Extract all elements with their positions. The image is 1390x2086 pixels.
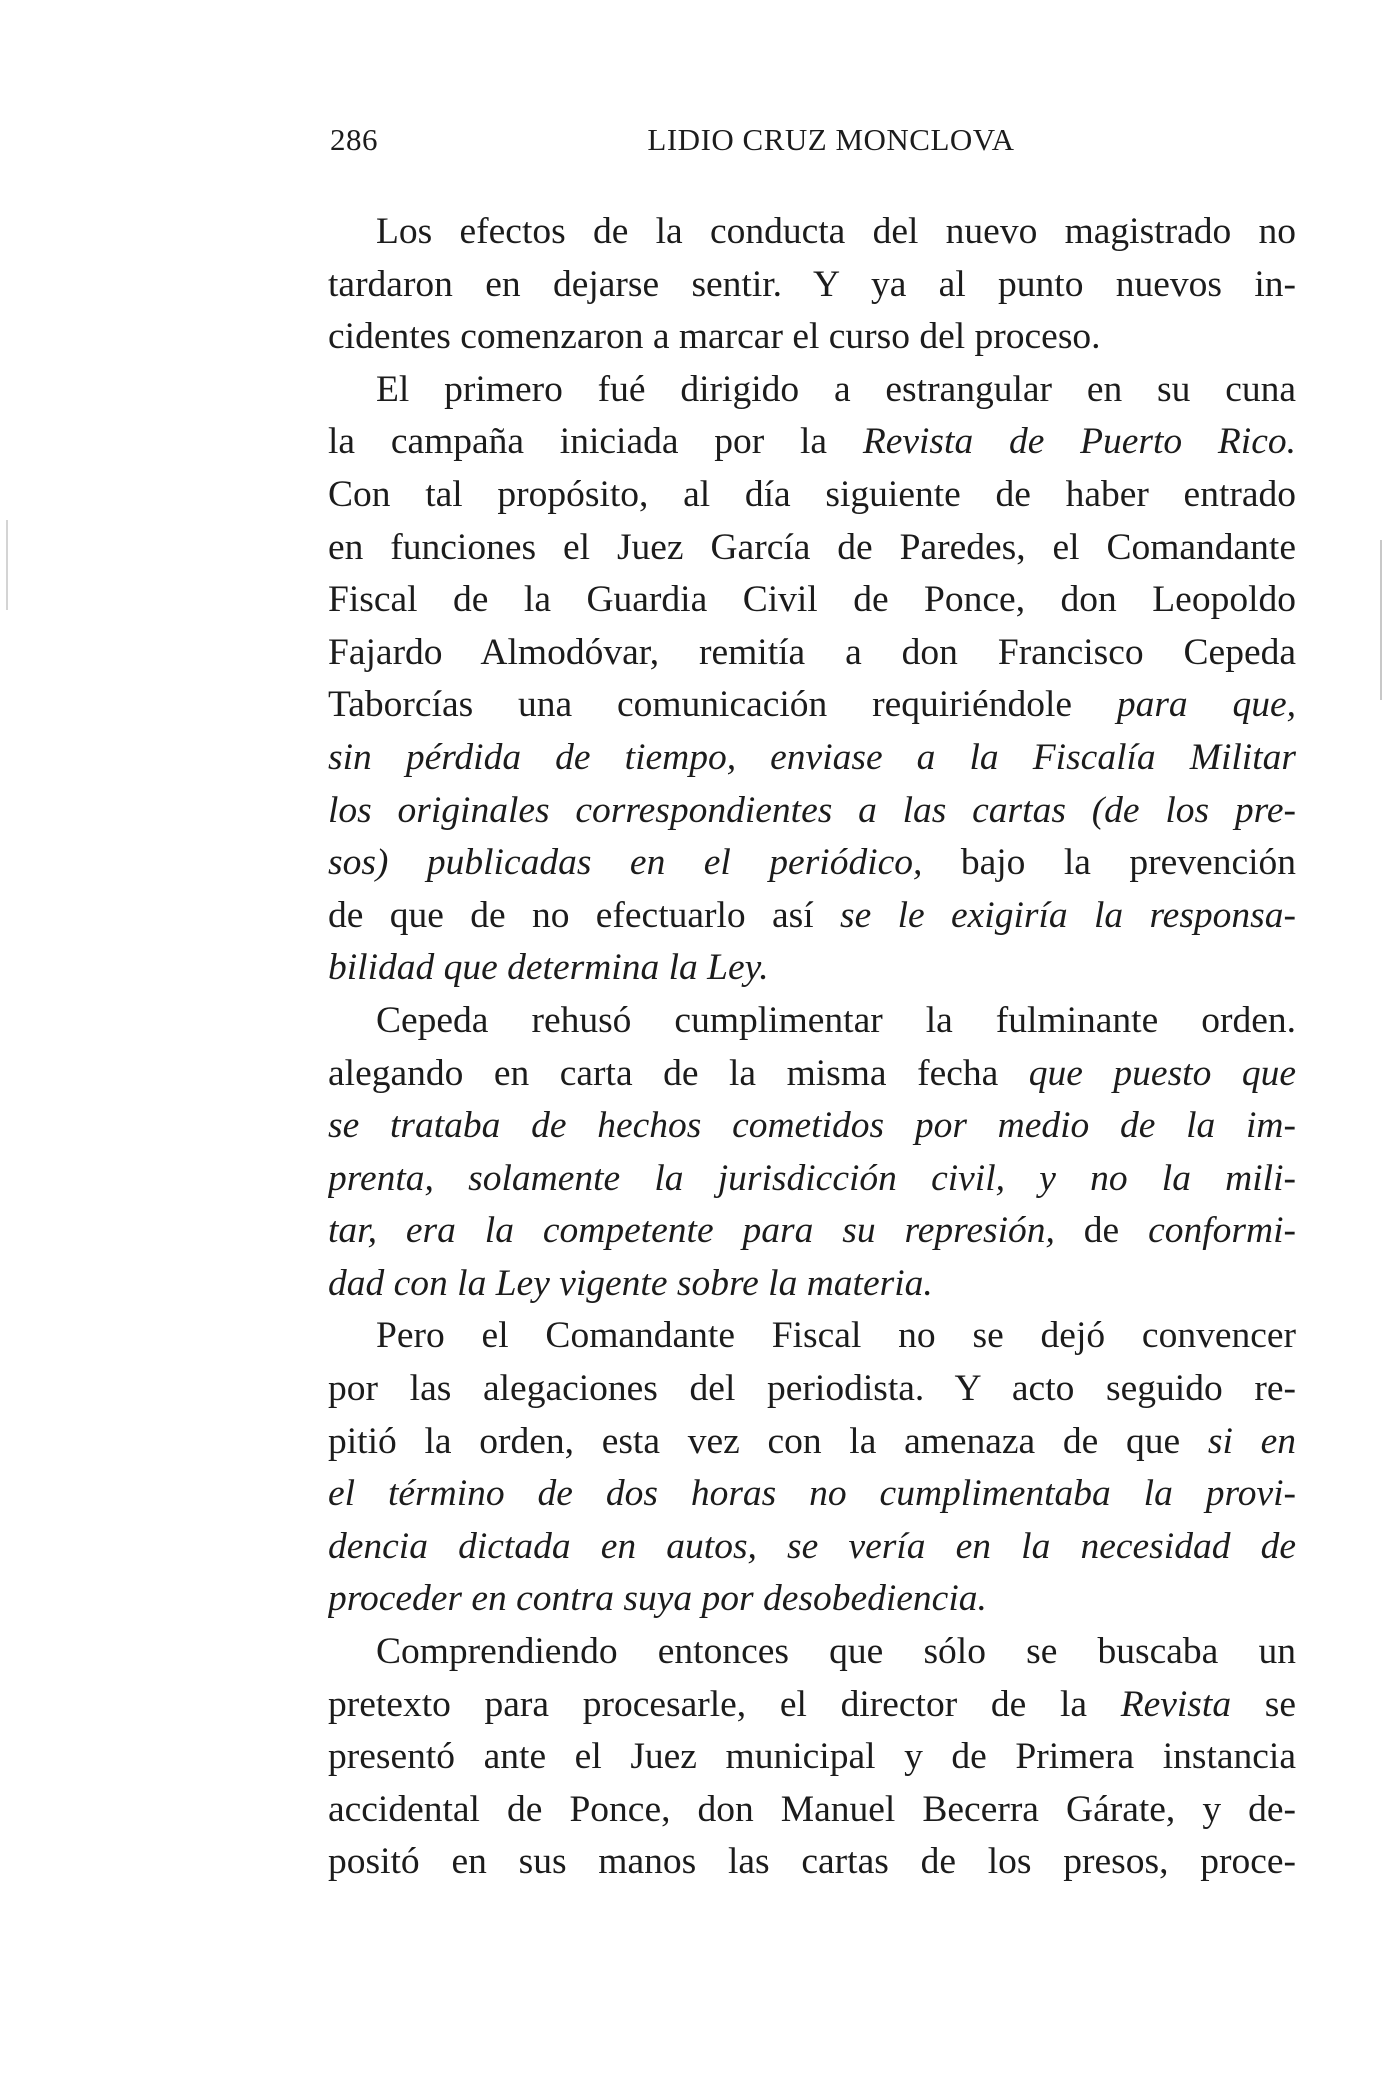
text-line <box>328 627 1296 680</box>
paragraph <box>328 1310 1296 1626</box>
italic-text: se le exigiría la responsa- <box>840 894 1296 936</box>
text-run: cidentes comenzaron a marcar el curso del proceso. <box>328 316 1101 358</box>
italic-text: el término de dos horas no cumplimentaba la provi- <box>328 1473 1296 1515</box>
text-line <box>328 785 1296 838</box>
text-run: Taborcías una comunicación requiriéndole <box>328 684 1117 726</box>
text-line <box>328 416 1296 469</box>
italic-text: dad con la Ley vigente sobre la materia. <box>328 1262 933 1304</box>
paragraph <box>328 1626 1296 1889</box>
italic-text: sin pérdida de tiempo, enviase a la Fiscalía Militar <box>328 736 1296 778</box>
text-line <box>328 574 1296 627</box>
italic-text: sos) publicadas en el periódico, <box>328 842 923 884</box>
text-run: tardaron en dejarse sentir. Y ya al punto nuevos in- <box>328 263 1296 305</box>
italic-text: tar, era la competente para su represión, <box>328 1210 1055 1252</box>
paragraph <box>328 995 1296 1311</box>
text-line <box>328 1836 1296 1889</box>
page-number: 286 <box>330 122 378 157</box>
italic-text: Revista <box>1120 1683 1232 1725</box>
text-run: pretexto para procesarle, el director de la <box>328 1683 1121 1725</box>
text-line <box>328 1521 1296 1574</box>
text-line <box>328 259 1296 312</box>
text-line <box>328 890 1296 943</box>
italic-text: que puesto que <box>1028 1052 1296 1094</box>
text-line <box>328 837 1296 890</box>
text-run: de que de no efectuarlo así <box>328 894 841 936</box>
scan-edge-mark-left <box>6 520 8 610</box>
text-line <box>328 1784 1296 1837</box>
running-head-author: LIDIO CRUZ MONCLOVA <box>647 122 1015 157</box>
text-line <box>328 1153 1296 1206</box>
text-line <box>328 1100 1296 1153</box>
text-run: accidental de Ponce, don Manuel Becerra Gárate, y de- <box>328 1788 1296 1830</box>
text-run: en funciones el Juez García de Paredes, el Comandante <box>328 526 1296 568</box>
text-run: bajo la prevención <box>922 842 1296 884</box>
text-line <box>328 1310 1296 1363</box>
running-head <box>330 122 1296 162</box>
italic-text: los originales correspondientes a las cartas (de los pre- <box>328 789 1296 831</box>
text-line <box>328 1205 1296 1258</box>
italic-text: proceder en contra suya por desobediencia. <box>328 1578 987 1620</box>
text-run: por las alegaciones del periodista. Y acto seguido re- <box>328 1368 1296 1410</box>
italic-text: se trataba de hechos cometidos por medio de la im- <box>328 1105 1296 1147</box>
italic-text: Revista de Puerto Rico. <box>862 421 1296 463</box>
text-run: de <box>1054 1210 1149 1252</box>
italic-text: dencia dictada en autos, se vería en la necesidad de <box>328 1525 1296 1567</box>
text-run: Fajardo Almodóvar, remitía a don Francisco Cepeda <box>328 631 1296 673</box>
paragraph <box>328 364 1296 995</box>
text-run: se <box>1231 1683 1296 1725</box>
italic-text: prenta, solamente la jurisdicción civil, y no la mili- <box>328 1157 1296 1199</box>
text-line <box>328 469 1296 522</box>
text-line <box>328 679 1296 732</box>
text-line <box>328 1468 1296 1521</box>
text-run: la campaña iniciada por la <box>328 421 863 463</box>
text-run: Comprendiendo entonces que sólo se buscaba un <box>376 1631 1296 1673</box>
text-run: Los efectos de la conducta del nuevo magistrado no <box>376 211 1296 252</box>
text-run: positó en sus manos las cartas de los presos, proce- <box>328 1841 1296 1883</box>
text-run: Pero el Comandante Fiscal no se dejó convencer <box>376 1315 1296 1357</box>
italic-text: bilidad que determina la Ley. <box>328 947 769 989</box>
text-run: presentó ante el Juez municipal y de Primera instancia <box>328 1736 1296 1778</box>
body-text <box>328 206 1296 1889</box>
text-line <box>328 1626 1296 1679</box>
text-line <box>328 1258 1296 1311</box>
text-line <box>328 1731 1296 1784</box>
text-line <box>328 732 1296 785</box>
text-line <box>328 1679 1296 1732</box>
text-run: El primero fué dirigido a estrangular en su cuna <box>376 368 1296 410</box>
text-line <box>328 942 1296 995</box>
text-line <box>328 311 1296 364</box>
text-line <box>328 1363 1296 1416</box>
text-line <box>328 1048 1296 1101</box>
text-line <box>328 364 1296 417</box>
text-run: pitió la orden, esta vez con la amenaza de que <box>328 1420 1208 1462</box>
italic-text: conformi- <box>1148 1210 1296 1252</box>
text-line <box>328 1416 1296 1469</box>
text-line <box>328 1573 1296 1626</box>
text-line <box>328 522 1296 575</box>
scan-edge-mark <box>1380 540 1382 700</box>
text-run: Fiscal de la Guardia Civil de Ponce, don Leopoldo <box>328 579 1296 621</box>
text-run: alegando en carta de la misma fecha <box>328 1052 1029 1094</box>
italic-text: si en <box>1207 1420 1296 1462</box>
text-run: Cepeda rehusó cumplimentar la fulminante orden. <box>376 999 1296 1041</box>
text-line <box>328 206 1296 259</box>
text-line <box>328 995 1296 1048</box>
text-run: Con tal propósito, al día siguiente de haber entrado <box>328 473 1296 515</box>
paragraph <box>328 206 1296 364</box>
italic-text: para que, <box>1116 684 1296 726</box>
